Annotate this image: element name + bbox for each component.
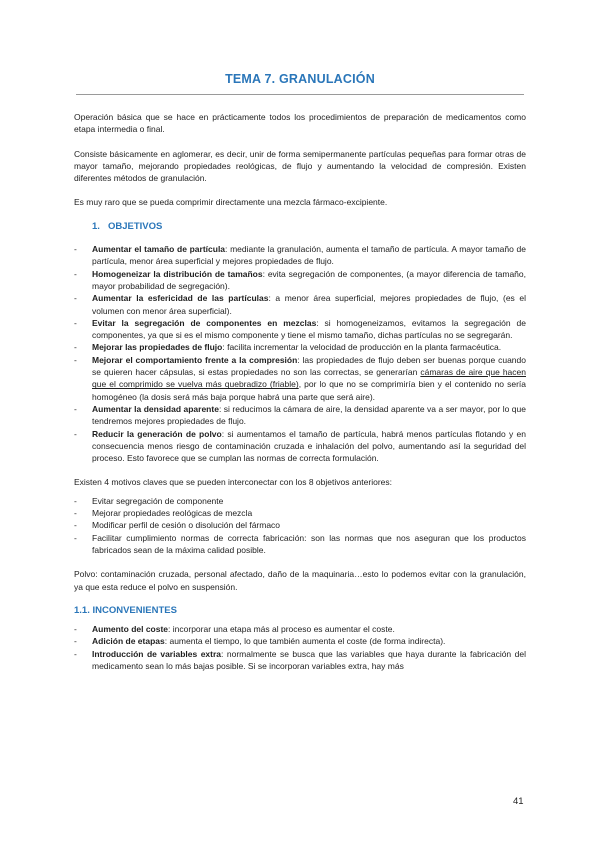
motive-text: Mejorar propiedades reológicas de mezcla	[92, 508, 253, 519]
section-heading-objetivos	[92, 221, 526, 233]
section-title: OBJETIVOS	[108, 220, 163, 232]
dash-bullet: -	[74, 268, 77, 279]
dash-bullet: -	[74, 520, 77, 531]
item-term: Evitar la segregación de componentes en mezclas	[92, 317, 317, 328]
list-item	[74, 268, 526, 293]
dash-bullet: -	[74, 636, 77, 647]
dash-bullet: -	[74, 428, 77, 439]
motive-text: Facilitar cumplimiento normas de correcta fabricación: son las normas que nos aseguran que los productos fabricados sean de la máxima calidad posible.	[92, 532, 526, 555]
list-item	[74, 532, 526, 557]
page-content	[74, 111, 526, 684]
item-text-continued: , por lo que no se comprimiría bien y el contenido no sería homogéneo (la dosis será más baja porque habrá una parte que será aire).	[92, 379, 527, 402]
item-text: : si homogeneizamos, evitamos la segregación de componentes, ya que si es el mismo componente y tiene el mismo tamaño, dichas partículas no se segregarán.	[92, 317, 526, 341]
item-text: : mediante la granulación, aumenta el tamaño de partícula. A mayor tamaño de partícula, menor área superficial y mejores propiedades de flujo.	[92, 244, 526, 267]
page-number: 41	[513, 796, 524, 807]
item-term: Aumentar la densidad aparente	[92, 403, 219, 414]
list-item	[74, 292, 526, 317]
item-text: : aumenta el tiempo, lo que también aumenta el coste (de forma indirecta).	[164, 636, 446, 647]
dash-bullet: -	[74, 244, 77, 255]
list-item	[74, 243, 526, 268]
item-term: Aumentar la esfericidad de las partículas	[92, 293, 269, 304]
list-item	[74, 428, 526, 465]
title-divider	[76, 94, 524, 95]
dash-bullet: -	[74, 495, 77, 506]
list-item	[74, 648, 526, 673]
item-text: : si aumentamos el tamaño de partícula, habrá menos partículas flotando y en consecuencia menos riesgo de contaminación cruzada e inhalación del polvo, aumentando así la seguridad del proceso. Esto favorece que se cumplan las normas de correcta formulación.	[92, 428, 526, 464]
item-text: : las propiedades de flujo deben ser buenas porque cuando se quieren hacer cápsulas, si estas propiedades no son las correctas, se generarían	[92, 354, 526, 378]
item-term: Aumento del coste	[92, 624, 169, 635]
section-number: 1.	[92, 220, 100, 232]
list-item	[74, 635, 526, 647]
dust-note-paragraph: Polvo: contaminación cruzada, personal afectado, daño de la maquinaria…esto lo podemos evitar con la granulación, ya que esta reduce el polvo en suspensión.	[74, 569, 526, 592]
item-term: Mejorar las propiedades de flujo	[92, 342, 223, 353]
motive-text: Modificar perfil de cesión o disolución del fármaco	[92, 520, 281, 531]
item-text: : normalmente se busca que las variables que haya durante la fabricación del medicamento sean lo más bajas posible. Si se incorporan variables extra, hay más	[92, 648, 526, 671]
list-item	[74, 623, 526, 635]
dash-bullet: -	[74, 293, 77, 304]
intro-paragraph-3: Es muy raro que se pueda comprimir directamente una mezcla fármaco-excipiente.	[74, 197, 388, 208]
intro-paragraph-2: Consiste básicamente en aglomerar, es decir, unir de forma semipermanente partículas pequeñas para formar otras de mayor tamaño, mejorando propiedades reológicas, de flujo y aumentando la velocidad de compresión. Existen diferentes métodos de granulación.	[74, 148, 526, 184]
motives-list	[74, 495, 526, 556]
section-heading-inconvenientes: 1.1. INCONVENIENTES	[74, 604, 177, 616]
item-term: Adición de etapas	[92, 636, 165, 647]
item-text: : a menor área superficial, mejores propiedades de flujo, (es el volumen con menor área superficial).	[92, 293, 526, 316]
item-text: : incorporar una etapa más al proceso es aumentar el coste.	[168, 624, 395, 635]
item-text: : facilita incrementar la velocidad de producción en la planta farmacéutica.	[222, 342, 502, 353]
item-text: : evita segregación de componentes, (a mayor diferencia de tamaño, mayor probabilidad de segregación).	[92, 268, 526, 291]
list-item	[74, 317, 526, 342]
dash-bullet: -	[74, 354, 77, 365]
list-item	[74, 354, 526, 403]
dash-bullet: -	[74, 508, 77, 519]
dash-bullet: -	[74, 342, 77, 353]
list-item	[74, 495, 526, 507]
item-term: Mejorar el comportamiento frente a la compresión	[92, 354, 298, 365]
item-text: : si reducimos la cámara de aire, la densidad aparente va a ser mayor, por lo que tendremos mejores propiedades de flujo.	[92, 403, 526, 427]
list-item	[74, 341, 526, 353]
objectives-list	[74, 243, 526, 464]
dash-bullet: -	[74, 624, 77, 635]
list-item	[74, 519, 526, 531]
list-item	[74, 403, 526, 428]
motives-intro: Existen 4 motivos claves que se pueden interconectar con los 8 objetivos anteriores:	[74, 477, 392, 488]
intro-paragraph-1: Operación básica que se hace en prácticamente todos los procedimientos de preparación de medicamentos como etapa intermedia o final.	[74, 112, 526, 135]
dash-bullet: -	[74, 532, 77, 543]
underlined-phrase: cámaras de aire que hacen que el comprimido se vuelva más quebradizo (friable)	[92, 367, 526, 390]
page-title: TEMA 7. GRANULACIÓN	[225, 72, 375, 86]
dash-bullet: -	[74, 317, 77, 328]
item-term: Aumentar el tamaño de partícula	[92, 244, 226, 255]
item-term: Homogeneizar la distribución de tamaños	[92, 268, 263, 279]
drawbacks-list	[74, 623, 526, 672]
dash-bullet: -	[74, 648, 77, 659]
item-term: Reducir la generación de polvo	[92, 428, 222, 439]
item-term: Introducción de variables extra	[92, 648, 222, 659]
motive-text: Evitar segregación de componente	[92, 495, 224, 506]
dash-bullet: -	[74, 403, 77, 414]
list-item	[74, 507, 526, 519]
